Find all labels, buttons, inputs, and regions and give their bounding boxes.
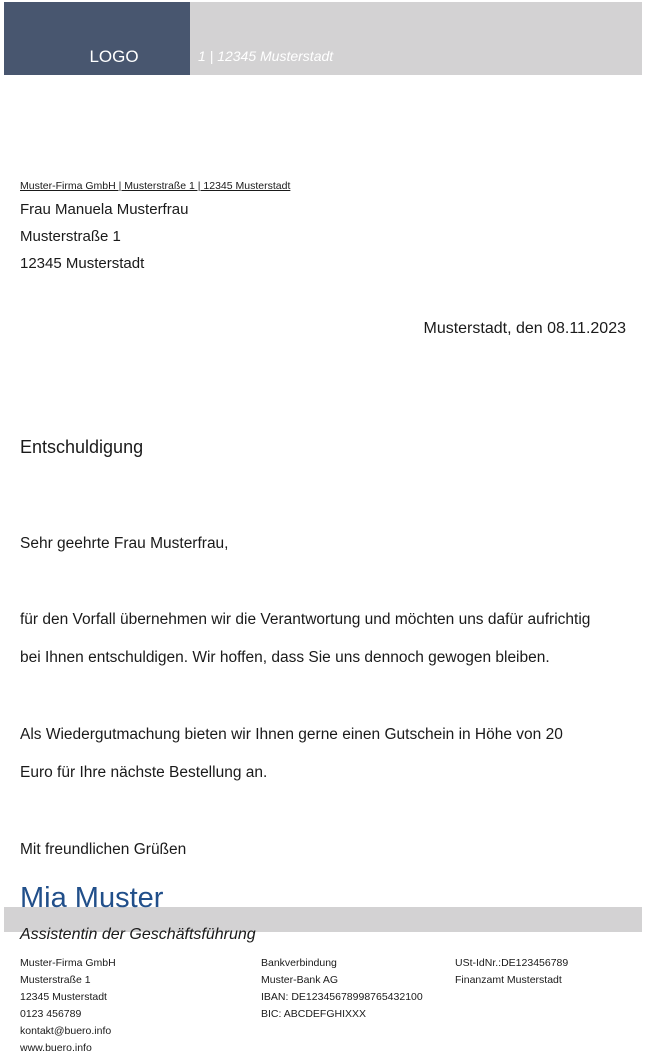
footer-vat-id: USt-IdNr.:DE123456789 — [455, 957, 569, 969]
paragraph-1-line-1: für den Vorfall übernehmen wir die Verantwortung und möchten uns dafür aufrichtig — [20, 611, 591, 628]
recipient-street: Musterstraße 1 — [20, 228, 121, 245]
footer-tax-office: Finanzamt Musterstadt — [455, 974, 562, 986]
signature-name: Mia Muster — [20, 882, 164, 914]
logo: LOGO — [89, 47, 139, 66]
recipient-name: Frau Manuela Musterfrau — [20, 201, 189, 218]
paragraph-1-line-2: bei Ihnen entschuldigen. Wir hoffen, dass Sie uns dennoch gewogen bleiben. — [20, 649, 550, 666]
paragraph-2-line-2: Euro für Ihre nächste Bestellung an. — [20, 764, 268, 781]
date-line: Musterstadt, den 08.11.2023 — [423, 320, 626, 337]
footer-bank-name: Muster-Bank AG — [261, 974, 339, 986]
footer-bank-iban: IBAN: DE12345678998765432100 — [261, 991, 423, 1003]
header-sender-text: 1 | 12345 Musterstadt — [198, 48, 334, 64]
header-sender-text-2: · · · · · — [198, 68, 237, 84]
recipient-city: 12345 Musterstadt — [20, 255, 145, 272]
closing: Mit freundlichen Grüßen — [20, 841, 187, 858]
salutation: Sehr geehrte Frau Musterfrau, — [20, 535, 229, 552]
sender-return-line: Muster-Firma GmbH | Musterstraße 1 | 12345 Musterstadt — [20, 180, 291, 192]
footer-company-city: 12345 Musterstadt — [20, 991, 107, 1003]
footer-company-web[interactable]: www.buero.info — [20, 1042, 92, 1054]
footer-company-email[interactable]: kontakt@buero.info — [20, 1025, 112, 1037]
footer-bank-bic: BIC: ABCDEFGHIXXX — [261, 1008, 367, 1020]
signature-role: Assistentin der Geschäftsführung — [20, 926, 256, 943]
footer-bank-heading: Bankverbindung — [261, 957, 337, 969]
footer-company-phone: 0123 456789 — [20, 1008, 82, 1020]
paragraph-2-line-1: Als Wiedergutmachung bieten wir Ihnen gerne einen Gutschein in Höhe von 20 — [20, 726, 563, 743]
subject-heading: Entschuldigung — [20, 437, 144, 457]
footer-company-name: Muster-Firma GmbH — [20, 957, 116, 969]
footer-company-street: Musterstraße 1 — [20, 974, 91, 986]
